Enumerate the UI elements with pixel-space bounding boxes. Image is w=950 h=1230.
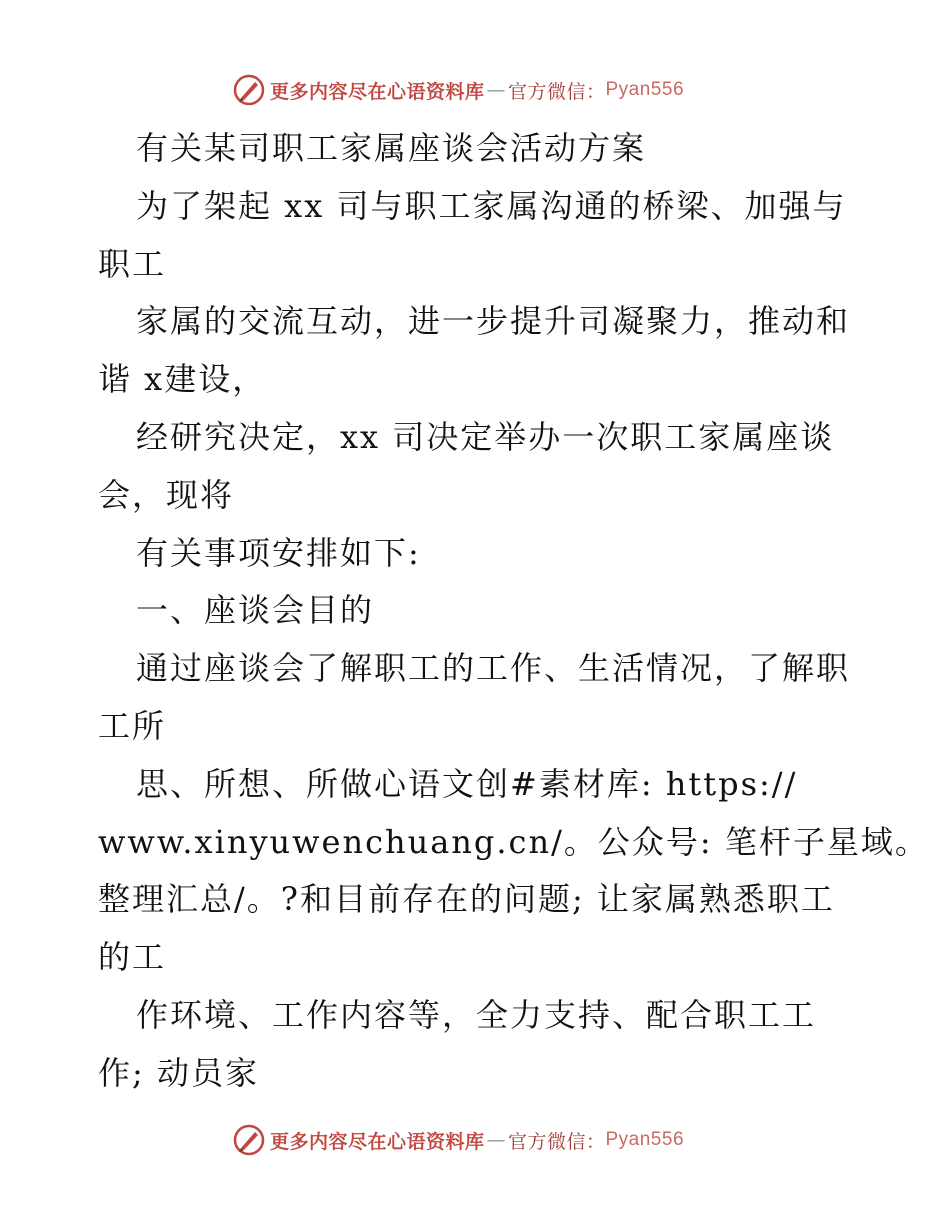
text-line: 思、所想、所做心语文创#素材库: https:// [136,764,798,803]
text-line: 经研究决定，xx 司决定举办一次职工家属座谈 [136,417,835,456]
document-body [98,120,929,1103]
text-line: 有关事项安排如下: [136,533,421,572]
watermark-brand: 更多内容尽在心语资料库 [269,1130,485,1153]
text-line: 为了架起 xx 司与职工家属沟通的桥梁、加强与 [136,186,847,225]
text-line: www.xinyuwenchuang.cn/。公众号: 笔杆子星域。 [98,822,929,861]
watermark-dash: — [486,79,506,101]
text-line: 作; 动员家 [98,1053,259,1092]
text-line: 谐 x建设， [98,360,267,399]
watermark-dash: — [486,1129,506,1151]
footer-watermark [0,1120,950,1160]
watermark-label: 官方微信： [507,80,606,103]
watermark-account: Pyan556 [605,79,685,100]
text-line: 家属的交流互动，进一步提升司凝聚力，推动和 [136,302,851,341]
watermark-label: 官方微信： [507,1130,606,1153]
watermark-brand: 更多内容尽在心语资料库 [269,80,485,103]
pen-logo-icon [232,1123,266,1157]
text-line: 工所 [98,706,167,745]
text-line: 会，现将 [98,475,235,514]
text-line: 作环境、工作内容等，全力支持、配合职工工 [136,995,817,1034]
text-line: 一、座谈会目的 [136,591,375,630]
text-line: 职工 [98,244,167,283]
pen-logo-icon [232,73,266,107]
text-line: 有关某司职工家属座谈会活动方案 [136,129,647,167]
header-watermark [0,70,950,110]
text-line: 整理汇总/。?和目前存在的问题; 让家属熟悉职工 [98,880,835,919]
text-line: 的工 [98,938,167,977]
text-line: 通过座谈会了解职工的工作、生活情况，了解职 [136,649,851,688]
watermark-account: Pyan556 [605,1129,685,1150]
